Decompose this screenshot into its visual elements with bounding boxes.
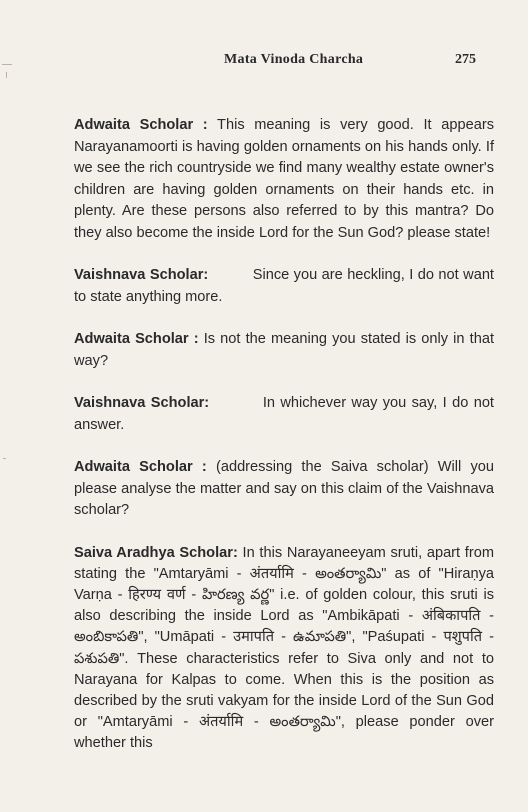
margin-mark: [2, 64, 12, 65]
dialogue-paragraph: [74, 265, 499, 308]
speaker-label: Adwaita Scholar :: [74, 331, 199, 347]
running-title: Mata Vinoda Charcha: [224, 52, 364, 67]
page-body: [74, 115, 499, 776]
margin-mark: [6, 72, 7, 78]
speaker-label: Vaishnava Scholar:: [74, 267, 209, 283]
speaker-label: Saiva Aradhya Scholar:: [74, 544, 238, 561]
dialogue-text: Is not the meaning you stated is only in that way?: [74, 331, 495, 369]
dialogue-paragraph: [74, 329, 494, 372]
dialogue-text: In whichever way you say, I do not answer.: [74, 395, 499, 433]
dialogue-paragraph: [74, 393, 499, 436]
speaker-label: Vaishnava Scholar:: [74, 395, 210, 411]
dialogue-text: In this Narayaneeyam sruti, apart from stating the "Amtaryāmi - अंतर्यामि - అంతర్యామి" as of "Hiraṇya Varṇa - हिरण्य वर्ण - హిరణ్య వర్ణ" i.e. of golden colour, this sruti is also describing the inside Lord as "Ambikāpati - अंबिकापति - అంబికాపతి", "Umāpati - उमापति - ఉమాపతి", "Paśupati - पशुपति - పశుపతి". These characteristics refer to Siva only and not to Narayana for Kalpas to come. When this is the position as described by the sruti vakyam for the inside Lord of the Sun God or "Amtaryāmi - अंतर्यामि - అంతర్యామి", please ponder over whether this: [74, 544, 494, 752]
page-number: 275: [455, 52, 476, 67]
margin-mark: [3, 458, 6, 459]
dialogue-paragraph: [74, 457, 494, 522]
dialogue-text: Since you are heckling, I do not want to state anything more.: [74, 267, 499, 305]
speaker-label: Adwaita Scholar :: [74, 117, 208, 133]
dialogue-text: This meaning is very good. It appears Narayanamoorti is having golden ornaments on his hands only. If we see the rich countryside we find many wealthy estate owner's children are having golden ornaments on their hands etc. in plenty. Are these persons also referred to by this mantra? Do they also become the inside Lord for the Sun God? please state!: [74, 117, 494, 241]
dialogue-paragraph: [74, 543, 494, 755]
dialogue-text: (addressing the Saiva scholar) Will you please analyse the matter and say on this claim of the Vaishnava scholar?: [74, 459, 495, 518]
speaker-label: Adwaita Scholar :: [74, 459, 207, 475]
page-header: [0, 50, 528, 72]
dialogue-paragraph: [74, 115, 494, 244]
